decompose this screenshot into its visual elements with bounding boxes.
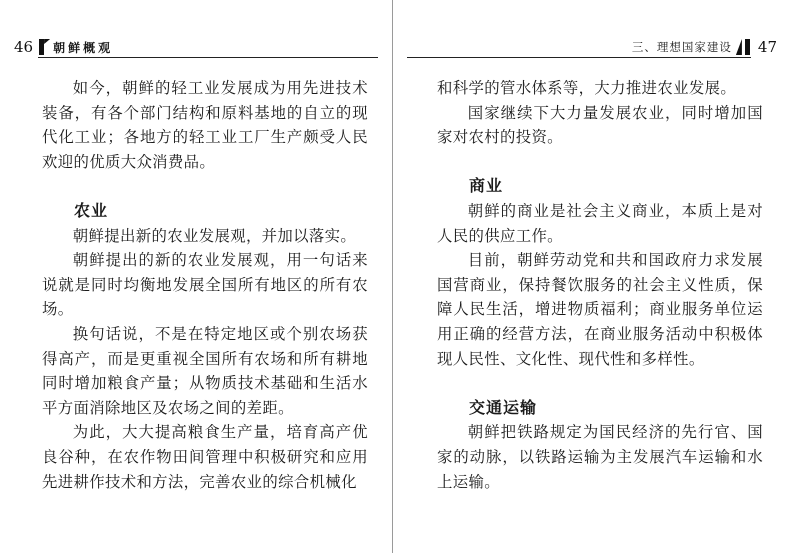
header-bracket-icon <box>736 39 750 55</box>
section-spacer <box>437 150 763 175</box>
page-number-right: 47 <box>757 38 777 56</box>
body-paragraph: 换句话说，不是在特定地区或个别农场获得高产，而是更重视全国所有农场和所有耕地同时增加粮食产量；从物质技术基础和生活水平方面消除地区及农场之间的差距。 <box>42 324 368 417</box>
body-paragraph: 和科学的管水体系等，大力推进农业发展。 <box>437 79 737 97</box>
page-number-left: 46 <box>14 38 34 56</box>
header-rule-left <box>38 57 378 58</box>
right-running-header <box>615 36 777 58</box>
header-rule-right <box>407 57 751 58</box>
body-paragraph: 如今，朝鲜的轻工业发展成为用先进技术装备，有各个部门结构和原料基地的自立的现代化工业；各地方的轻工业工厂生产颇受人民欢迎的优质大众消费品。 <box>42 79 368 171</box>
right-page-body <box>437 76 763 494</box>
body-paragraph: 朝鲜的商业是社会主义商业，本质上是对人民的供应工作。 <box>437 201 763 245</box>
body-paragraph: 朝鲜把铁路规定为国民经济的先行官、国家的动脉，以铁路运输为主发展汽车运输和水上运输。 <box>437 423 763 491</box>
section-spacer <box>42 174 368 199</box>
book-title: 朝鲜概观 <box>53 40 114 55</box>
section-spacer <box>437 371 763 396</box>
body-paragraph: 目前，朝鲜劳动党和共和国政府力求发展国营商业，保持餐饮服务的社会主义性质，保障人民生活，增进物质福利；商业服务单位运用正确的经营方法，在商业服务活动中积极体现人民性、文化性、现代性和多样性。 <box>437 251 763 368</box>
chapter-title: 三、理想国家建设 <box>631 40 732 54</box>
right-page <box>393 0 787 553</box>
body-paragraph: 朝鲜提出新的农业发展观，并加以落实。 <box>72 226 357 245</box>
section-heading: 交通运输 <box>469 397 538 417</box>
left-running-header <box>14 36 384 58</box>
section-heading: 农业 <box>74 200 109 220</box>
body-paragraph: 朝鲜提出的新的农业发展观，用一句话来说就是同时均衡地发展全国所有地区的所有农场。 <box>42 251 368 319</box>
body-paragraph: 国家继续下大力量发展农业，同时增加国家对农村的投资。 <box>437 103 763 147</box>
header-bracket-icon <box>39 39 44 55</box>
left-page-body <box>42 76 368 494</box>
body-paragraph: 为此，大大提高粮食生产量，培育高产优良谷种，在农作物田间管理中积极研究和应用先进耕作技术和方法，完善农业的综合机械化 <box>42 423 368 491</box>
section-heading: 商业 <box>469 176 504 196</box>
left-page <box>0 0 392 553</box>
